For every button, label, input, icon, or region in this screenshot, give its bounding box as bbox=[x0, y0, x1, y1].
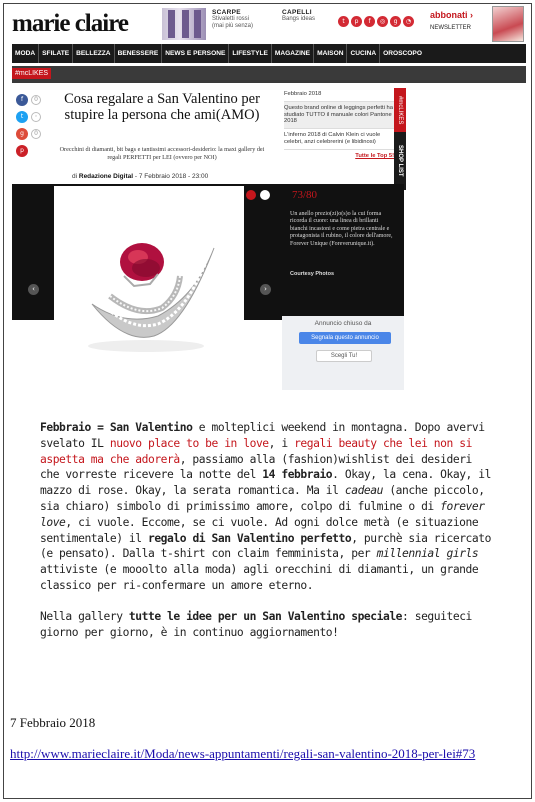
gallery-credit: Courtesy Photos bbox=[290, 271, 335, 277]
gallery-caption: Un anello prezio(zi)o(s)o la cui forma ricorda il cuore: una linea di brillanti bianchi incastoni e come pietra centrale e protagonista il rubino, il colore dell'amore, Forever Unique (Foreverunique.it). bbox=[290, 211, 393, 247]
article-title: Cosa regalare a San Valentino per stupire la persona che ami(AMO) bbox=[64, 91, 260, 123]
promo-hair-sub1: Bangs ideas bbox=[282, 16, 316, 22]
site-logo[interactable]: marie claire bbox=[12, 10, 128, 37]
sidebar-more-link[interactable]: Tutte le Top 5! bbox=[355, 152, 394, 159]
share-count-icon: 0 bbox=[31, 129, 41, 139]
why-ad-button[interactable]: Scegli Tu! bbox=[316, 350, 372, 362]
pinterest-icon[interactable]: p bbox=[351, 16, 362, 27]
gallery-next-icon[interactable]: › bbox=[260, 284, 271, 295]
sidebar-item[interactable]: Questo brand online di leggings perfetti ha studiato TUTTO il manuale colori Pantone 2018 bbox=[284, 102, 394, 129]
share-google-icon[interactable]: g bbox=[16, 128, 28, 140]
body-text-segment: e molteplici weekend in montagna. Dopo avervi svelato IL bbox=[40, 421, 485, 450]
body-text-segment: tutte le idee per un San Valentino speciale bbox=[128, 609, 403, 623]
body-text-segment: , i bbox=[268, 436, 295, 450]
ad-closed-label: Annuncio chiuso da bbox=[314, 320, 372, 327]
body-link[interactable]: regali beauty che lei non si aspetta ma che adorerà bbox=[40, 436, 472, 466]
gallery-counter: 73/80 bbox=[292, 189, 318, 201]
promo-thumbnail-shoes[interactable] bbox=[162, 8, 206, 40]
nav-item-cucina[interactable]: CUCINA bbox=[347, 44, 380, 63]
gallery-photo[interactable] bbox=[54, 186, 244, 386]
nav-item-bellezza[interactable]: BELLEZZA bbox=[73, 44, 114, 63]
source-url-link[interactable]: http://www.marieclaire.it/Moda/news-appuntamenti/regali-san-valentino-2018-per-lei#73 bbox=[10, 746, 476, 761]
article-body bbox=[40, 420, 492, 655]
body-text-segment: attiviste (e mooolto alla moda) agli orecchini di diamanti, un grande classico per ri-confermare un amore eterno. bbox=[40, 563, 479, 592]
share-pinterest-icon[interactable]: p bbox=[16, 145, 28, 157]
promo-shoes-title: SCARPE bbox=[212, 9, 241, 16]
section-tag[interactable]: #mcLIKES bbox=[12, 68, 51, 79]
instagram-icon[interactable]: ◎ bbox=[377, 16, 388, 27]
subscribe-arrow: › bbox=[470, 10, 474, 20]
body-text-segment: millennial girls bbox=[376, 547, 479, 561]
top-header bbox=[12, 6, 526, 42]
sidebar-item[interactable]: Febbraio 2018 bbox=[284, 88, 394, 102]
body-text-segment: , passiamo alla (fashion)wishlist dei desideri che vorreste ricevere la notte del bbox=[40, 452, 472, 482]
promo-shoes[interactable] bbox=[212, 9, 253, 30]
google-plus-icon[interactable]: g bbox=[390, 16, 401, 27]
magazine-cover[interactable] bbox=[492, 6, 524, 42]
nav-item-lifestyle[interactable]: LIFESTYLE bbox=[229, 44, 272, 63]
twitter-icon[interactable]: t bbox=[338, 16, 349, 27]
body-text-segment: Nella gallery bbox=[40, 609, 129, 623]
body-text-segment: regalo di San Valentino perfetto bbox=[147, 531, 352, 545]
nav-item-magazine[interactable]: MAGAZINE bbox=[272, 44, 314, 63]
share-facebook-icon[interactable]: f bbox=[16, 94, 28, 106]
article-description: Orecchini di diamanti, bit bags e tantissimi accessori-desiderio: la maxi gallery dei regali PERFETTI per LEI (ovvero per NOI) bbox=[59, 146, 265, 161]
gallery-prev-icon[interactable]: ‹ bbox=[28, 284, 39, 295]
body-paragraph-2 bbox=[40, 609, 492, 641]
share-count-icon: 0 bbox=[31, 95, 41, 105]
body-text-segment: , purchè sia ricercato (e pensato). Dalla t-shirt con claim femminista, per bbox=[40, 531, 491, 561]
body-text-segment: forever love bbox=[40, 499, 485, 529]
footer-date: 7 Febbraio 2018 bbox=[10, 715, 96, 730]
tab-mclikes[interactable]: #mcLIKES bbox=[394, 88, 406, 132]
nav-item-benessere[interactable]: BENESSERE bbox=[115, 44, 163, 63]
body-text-segment: cadeau bbox=[344, 484, 383, 498]
share-count-icon: ◦ bbox=[31, 112, 41, 122]
subscribe-block[interactable] bbox=[430, 10, 473, 31]
sidebar-item[interactable]: L'inferno 2018 di Calvin Klein ci vuole celebri, anzi celebrerini (e libidinosi) bbox=[284, 129, 394, 150]
byline-prefix: di bbox=[72, 173, 78, 180]
promo-hair-title: CAPELLI bbox=[282, 9, 312, 16]
promo-shoes-sub1: Stivaletti rossi bbox=[212, 16, 250, 22]
promo-hair[interactable] bbox=[282, 9, 315, 23]
body-text-segment: (anche piccolo, sia chiaro) simbolo di primissimo amore, colpo di fulmine o di bbox=[40, 484, 485, 513]
body-text-segment: . Okay, la cena. Okay, il mazzo di rose. Okay, la serata romantica. Ma il bbox=[40, 468, 491, 498]
body-text-segment: Febbraio = San Valentino bbox=[40, 421, 193, 434]
body-text-segment: 14 febbraio bbox=[262, 468, 333, 482]
ruby-ring-image bbox=[54, 186, 244, 386]
facebook-icon[interactable]: f bbox=[364, 16, 375, 27]
byline-date: - 7 Febbraio 2018 - 23:00 bbox=[133, 173, 209, 180]
webpage-screenshot bbox=[12, 6, 526, 390]
nav-item-sfilate[interactable]: SFILATE bbox=[39, 44, 73, 63]
newsletter-link[interactable]: NEWSLETTER bbox=[430, 25, 472, 31]
share-column bbox=[16, 94, 41, 157]
tab-shop-list[interactable]: SHOP LIST bbox=[394, 132, 406, 190]
social-links bbox=[338, 16, 414, 27]
body-text-segment: : seguiteci giorno per giorno, è in continuo aggiornamento! bbox=[40, 609, 472, 639]
rss-icon[interactable]: ◔ bbox=[403, 16, 414, 27]
closed-ad bbox=[282, 316, 404, 390]
body-paragraph-1 bbox=[40, 420, 492, 594]
gallery-pin-icon[interactable] bbox=[246, 190, 256, 200]
nav-item-oroscopo[interactable]: OROSCOPO bbox=[383, 50, 422, 57]
body-text-segment: , ci vuole. Eccome, se ci vuole. Ad ogni dolce metà (e situazione sentimentale) il bbox=[40, 515, 479, 545]
report-ad-button[interactable]: Segnala questo annuncio bbox=[299, 332, 391, 344]
nav-item-news[interactable]: NEWS E PERSONE bbox=[162, 44, 229, 63]
body-link[interactable]: nuovo place to be in love bbox=[109, 436, 269, 450]
byline-author[interactable]: Redazione Digital bbox=[78, 173, 134, 180]
promo-shoes-sub2: (mai più senza) bbox=[212, 23, 254, 29]
nav-item-moda[interactable]: MODA bbox=[12, 44, 39, 63]
subscribe-link[interactable]: abbonati bbox=[430, 10, 468, 20]
gallery-dot-icon[interactable] bbox=[260, 190, 270, 200]
nav-item-maison[interactable]: MAISON bbox=[314, 44, 347, 63]
main-nav bbox=[12, 44, 526, 63]
share-twitter-icon[interactable]: t bbox=[16, 111, 28, 123]
sidebar-top-list bbox=[284, 88, 394, 160]
article-byline bbox=[72, 173, 208, 180]
section-bar bbox=[12, 66, 526, 83]
